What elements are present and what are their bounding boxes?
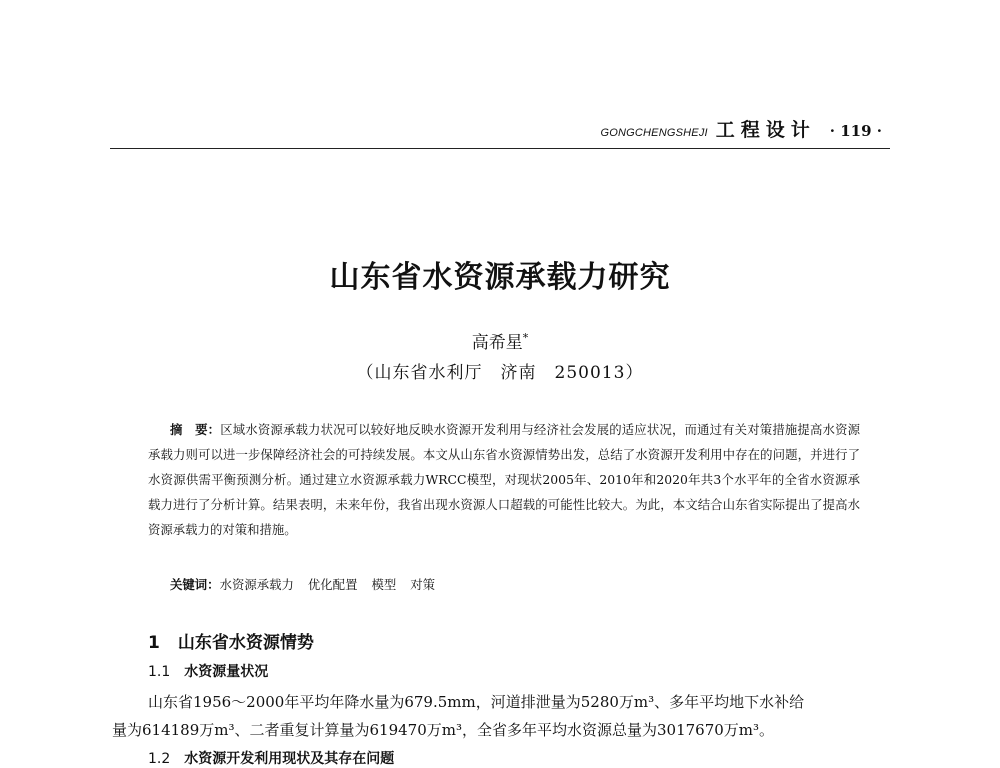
keyword: 优化配置 xyxy=(307,577,358,592)
page-number: · 119 · xyxy=(829,122,882,140)
paragraph-line: 量为614189万m³、二者重复计算量为619470万m³，全省多年平均水资源总量为3017670万m³。 xyxy=(112,721,775,739)
keyword: 对策 xyxy=(410,577,436,592)
keywords xyxy=(170,572,860,597)
header-right-group xyxy=(600,115,882,142)
journal-name: 工程设计 xyxy=(715,119,816,141)
subsection-title: 水资源量状况 xyxy=(184,664,269,680)
keyword: 模型 xyxy=(371,577,397,592)
subsection-title: 水资源开发利用现状及其存在问题 xyxy=(184,751,395,767)
body-paragraph xyxy=(112,688,892,744)
author-line xyxy=(0,328,1000,353)
subsection-number: 1.2 xyxy=(148,751,171,767)
running-header xyxy=(110,118,890,149)
author-affiliation: （山东省水利厅 济南 250013） xyxy=(356,363,644,383)
subsection-number: 1.1 xyxy=(148,664,171,680)
section-title: 山东省水资源情势 xyxy=(177,633,314,653)
article-title: 山东省水资源承载力研究 xyxy=(329,260,671,295)
author-name: 高希星 xyxy=(471,333,523,353)
keyword: 水资源承载力 xyxy=(219,577,294,592)
subsection-heading-1-2 xyxy=(148,748,394,768)
journal-pinyin: GONGCHENGSHEJI xyxy=(600,127,708,139)
abstract-text: 区域水资源承载力状况可以较好地反映水资源开发利用与经济社会发展的适应状况，而通过有关对策措施提高水资源承载力则可以进一步保障经济社会的可持续发展。本文从山东省水资源情势出发，总结了水资源开发利用中存在的问题，并进行了水资源供需平衡预测分析。通过建立水资源承载力WRCC模型，对现状2005年、2010年和2020年共3个水平年的全省水资源承载力进行了分析计算。结果表明，未来年份，我省出现水资源人口超载的可能性比较大。为此，本文结合山东省实际提出了提高水资源承载力的对策和措施。 xyxy=(148,422,861,537)
abstract xyxy=(148,417,860,542)
subsection-heading-1-1 xyxy=(148,661,268,681)
section-heading-1 xyxy=(148,628,314,653)
section-number: 1 xyxy=(148,633,160,653)
author-footnote-mark: * xyxy=(522,331,529,345)
paragraph-line: 山东省1956～2000年平均年降水量为679.5mm，河道排泄量为5280万m³、多年平均地下水补给 xyxy=(148,693,805,711)
keywords-label: 关键词： xyxy=(170,577,220,592)
abstract-label: 摘 要： xyxy=(170,422,221,437)
